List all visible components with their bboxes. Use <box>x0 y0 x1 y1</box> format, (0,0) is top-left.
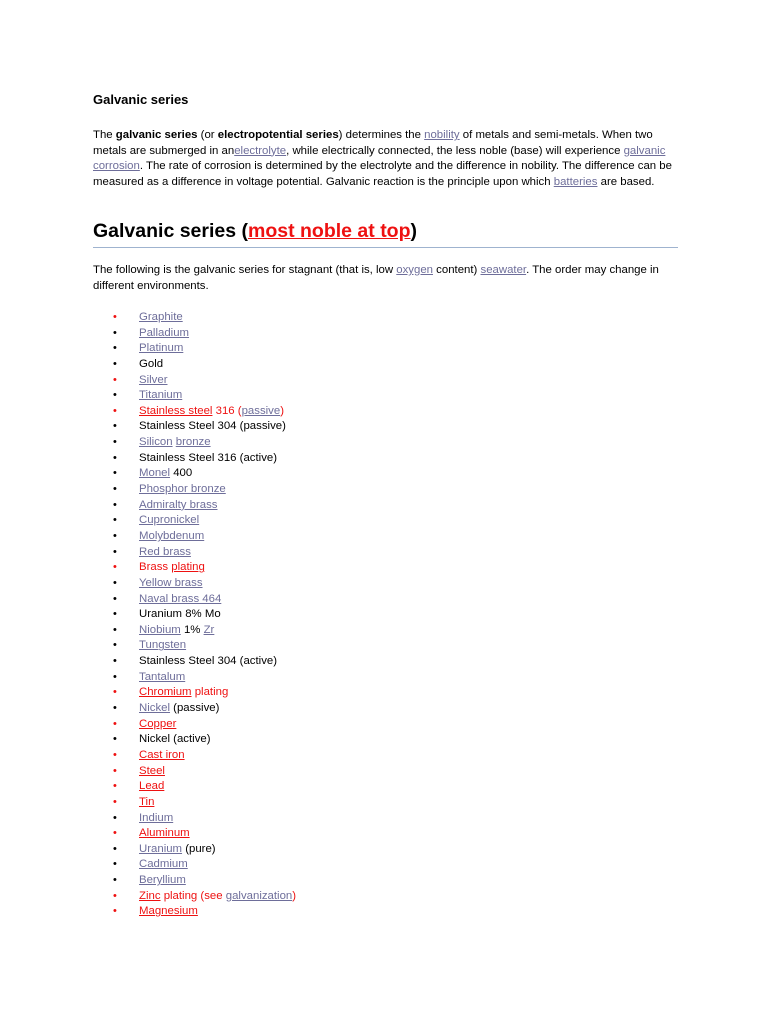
description-text: . The order may change in different environments. <box>93 264 659 292</box>
section-heading <box>93 218 678 248</box>
item-text: 400 <box>170 467 193 480</box>
item-text: ) <box>280 404 285 417</box>
item-text: (pure) <box>182 842 216 855</box>
item-link[interactable]: bronze <box>175 436 211 449</box>
bullet-icon: • <box>113 858 117 871</box>
item-link[interactable]: Copper <box>139 717 177 730</box>
item-text: Gold <box>139 357 164 370</box>
bullet-icon: • <box>113 545 117 558</box>
item-link[interactable]: Molybdenum <box>139 529 205 542</box>
list-item <box>93 607 296 623</box>
bullet-icon: • <box>113 592 117 605</box>
bullet-icon: • <box>113 639 117 652</box>
bullet-icon: • <box>113 514 117 527</box>
list-item <box>93 889 296 905</box>
bullet-icon: • <box>113 420 117 433</box>
list-item <box>93 842 296 858</box>
list-item <box>93 466 296 482</box>
item-text: Stainless Steel 304 (active) <box>139 655 278 668</box>
list-item <box>93 576 296 592</box>
item-link[interactable]: Steel <box>139 764 165 777</box>
item-link[interactable]: Zinc <box>139 889 161 902</box>
bullet-icon: • <box>113 717 117 730</box>
item-link[interactable]: Graphite <box>139 311 183 323</box>
bullet-icon: • <box>113 827 117 840</box>
heading-text: ) <box>410 220 418 242</box>
list-item <box>93 701 296 717</box>
nobility-link[interactable]: nobility <box>424 129 460 141</box>
item-link[interactable]: Cupronickel <box>139 514 200 527</box>
item-link[interactable]: Naval brass 464 <box>139 592 222 605</box>
item-link[interactable]: Magnesium <box>139 905 198 918</box>
item-text: Stainless Steel 316 (active) <box>139 451 278 464</box>
list-item <box>93 857 296 873</box>
bullet-icon: • <box>113 905 117 918</box>
list-item <box>93 513 296 529</box>
list-item <box>93 357 296 373</box>
item-text: 316 ( <box>212 404 242 417</box>
bullet-icon: • <box>113 529 117 542</box>
item-link[interactable]: plating <box>171 561 205 574</box>
item-link[interactable]: Silver <box>139 373 168 386</box>
item-link[interactable]: Beryllium <box>139 874 186 887</box>
list-item <box>93 435 296 451</box>
list-item <box>93 795 296 811</box>
item-link[interactable]: passive <box>241 404 281 417</box>
item-text: 1% <box>180 623 204 636</box>
bullet-icon: • <box>113 686 117 699</box>
bullet-icon: • <box>113 357 117 370</box>
item-link[interactable]: Aluminum <box>139 827 190 840</box>
list-item <box>93 685 296 701</box>
bullet-icon: • <box>113 811 117 824</box>
bullet-icon: • <box>113 576 117 589</box>
item-link[interactable]: Titanium <box>139 389 183 402</box>
bullet-icon: • <box>113 404 117 417</box>
item-text: Uranium 8% Mo <box>139 608 221 621</box>
list-item <box>93 592 296 608</box>
intro-text: , while electrically connected, the less noble (base) will experience <box>286 144 624 157</box>
electrolyte-link[interactable]: electrolyte <box>234 144 287 157</box>
bullet-icon: • <box>113 483 117 496</box>
batteries-link[interactable]: batteries <box>553 175 598 188</box>
item-text: (passive) <box>170 702 220 715</box>
item-link[interactable]: Nickel <box>139 702 171 715</box>
bullet-icon: • <box>113 326 117 339</box>
item-link[interactable]: Admiralty brass <box>139 498 218 511</box>
list-item <box>93 873 296 889</box>
item-link[interactable]: galvanization <box>225 889 293 902</box>
list-item <box>93 529 296 545</box>
list-item <box>93 498 296 514</box>
list-item <box>93 904 296 920</box>
description-text: content) <box>433 264 481 276</box>
item-link[interactable]: Zr <box>203 623 215 636</box>
bullet-icon: • <box>113 373 117 386</box>
item-text: Stainless Steel 304 (passive) <box>139 420 286 433</box>
item-link[interactable]: Monel <box>139 467 171 480</box>
item-link[interactable]: Stainless steel <box>139 404 213 417</box>
bullet-icon: • <box>113 467 117 480</box>
bullet-icon: • <box>113 748 117 761</box>
list-item <box>93 654 296 670</box>
list-item <box>93 748 296 764</box>
heading-text: Galvanic series ( <box>93 220 249 242</box>
bullet-icon: • <box>113 436 117 449</box>
description-text: The following is the galvanic series for stagnant (that is, low <box>93 264 397 276</box>
list-item <box>93 482 296 498</box>
list-item <box>93 388 296 404</box>
list-item <box>93 326 296 342</box>
bullet-icon: • <box>113 874 117 887</box>
item-link[interactable]: Tantalum <box>139 670 186 683</box>
item-link[interactable]: Platinum <box>139 342 184 355</box>
bullet-icon: • <box>113 311 117 323</box>
item-text: ) <box>292 889 297 902</box>
intro-text: The <box>93 129 116 141</box>
item-text: plating <box>191 686 229 699</box>
series-description <box>93 263 678 294</box>
item-link[interactable]: Palladium <box>139 326 190 339</box>
list-item <box>93 779 296 795</box>
item-link[interactable]: Chromium <box>139 686 192 699</box>
list-item <box>93 670 296 686</box>
list-item <box>93 623 296 639</box>
item-link[interactable]: Cast iron <box>139 748 185 761</box>
item-link[interactable]: Tin <box>139 795 155 808</box>
item-text: plating (see <box>160 889 226 902</box>
list-item <box>93 310 296 326</box>
intro-text: of metals and semi-metals. When two metals are submerged in an <box>93 129 653 157</box>
bullet-icon: • <box>113 670 117 683</box>
bullet-icon: • <box>113 702 117 715</box>
bullet-icon: • <box>113 764 117 777</box>
list-item <box>93 341 296 357</box>
intro-text: ) determines the <box>338 129 425 141</box>
item-link[interactable]: Niobium <box>139 623 181 636</box>
item-link[interactable]: Phosphor bronze <box>139 483 226 496</box>
intro-text: are based. <box>597 175 655 188</box>
list-item <box>93 826 296 842</box>
bullet-icon: • <box>113 608 117 621</box>
list-item <box>93 638 296 654</box>
item-link[interactable]: Uranium <box>139 842 183 855</box>
item-link[interactable]: Indium <box>139 811 174 824</box>
bullet-icon: • <box>113 389 117 402</box>
bullet-icon: • <box>113 342 117 355</box>
list-item <box>93 732 296 748</box>
oxygen-link[interactable]: oxygen <box>396 264 433 276</box>
bullet-icon: • <box>113 780 117 793</box>
item-link[interactable]: Yellow brass <box>139 576 203 589</box>
seawater-link[interactable]: seawater <box>480 264 527 276</box>
bullet-icon: • <box>113 795 117 808</box>
galvanic-corrosion-link[interactable]: galvanic corrosion <box>93 144 666 172</box>
intro-bold-term: electropotential series <box>217 129 339 141</box>
intro-paragraph <box>93 128 678 190</box>
list-item <box>93 764 296 780</box>
item-text: Brass <box>139 561 172 574</box>
bullet-icon: • <box>113 842 117 855</box>
intro-text: . The rate of corrosion is determined by the electrolyte and the difference in nobility. The difference can be measured as a difference in voltage potential. Galvanic reaction is the principle upon which <box>93 160 672 188</box>
bullet-icon: • <box>113 498 117 511</box>
document-title: Galvanic series <box>93 92 189 107</box>
galvanic-series-list <box>93 310 296 920</box>
bullet-icon: • <box>113 655 117 668</box>
item-link[interactable]: Red brass <box>139 545 191 558</box>
intro-text: (or <box>197 129 218 141</box>
list-item <box>93 560 296 576</box>
list-item <box>93 451 296 467</box>
most-noble-link[interactable]: most noble at top <box>248 220 411 242</box>
list-item <box>93 811 296 827</box>
intro-bold-term: galvanic series <box>115 129 198 141</box>
list-item <box>93 373 296 389</box>
bullet-icon: • <box>113 733 117 746</box>
bullet-icon: • <box>113 623 117 636</box>
item-link[interactable]: Silicon <box>139 436 173 449</box>
bullet-icon: • <box>113 561 117 574</box>
item-link[interactable]: Lead <box>139 780 165 793</box>
list-item <box>93 404 296 420</box>
bullet-icon: • <box>113 889 117 902</box>
bullet-icon: • <box>113 451 117 464</box>
list-item <box>93 419 296 435</box>
list-item <box>93 717 296 733</box>
item-link[interactable]: Tungsten <box>139 639 187 652</box>
item-text: Nickel (active) <box>139 733 211 746</box>
item-link[interactable]: Cadmium <box>139 858 188 871</box>
list-item <box>93 545 296 561</box>
